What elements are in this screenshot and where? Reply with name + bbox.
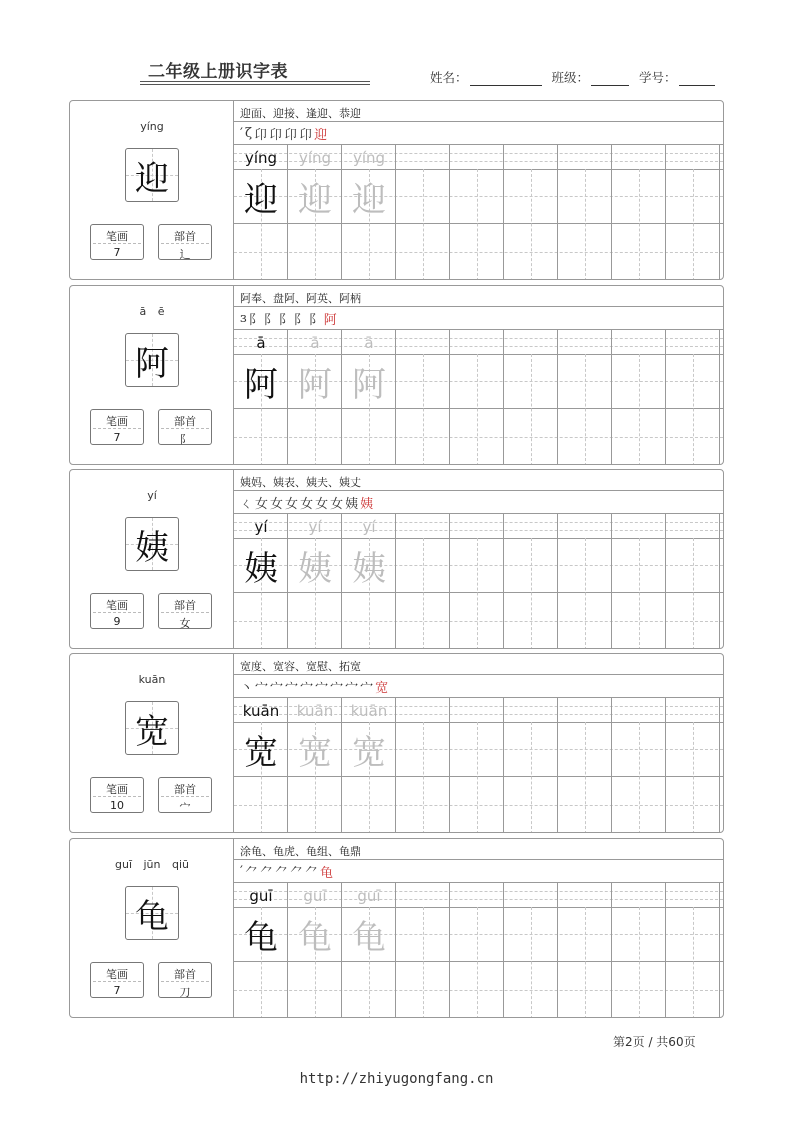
writing-grid xyxy=(234,330,723,465)
radical-value: 辶 xyxy=(179,248,191,261)
practice-pinyin: kuān xyxy=(350,702,388,720)
main-character: 龟 xyxy=(135,896,169,937)
practice-pinyin: yíng xyxy=(298,149,332,167)
stroke-step: ㄑ xyxy=(240,496,256,512)
stroke-step: 宀 xyxy=(345,680,361,696)
character-card xyxy=(69,653,724,833)
stroke-count-label: 笔画 xyxy=(106,599,128,612)
stroke-step: 阝 xyxy=(263,312,279,328)
stroke-step: 卬 xyxy=(254,127,270,143)
stroke-step: 宀 xyxy=(270,680,286,696)
stroke-step: 阝 xyxy=(308,312,324,328)
character-box xyxy=(125,333,179,387)
stroke-step: ⺈ xyxy=(259,865,275,881)
practice-pinyin: kuān xyxy=(296,702,334,720)
stroke-count-value: 7 xyxy=(113,246,121,259)
stroke-final: 宽 xyxy=(375,680,391,696)
stroke-count-label: 笔画 xyxy=(106,230,128,243)
practice-character: 阿 xyxy=(244,364,278,405)
stroke-order xyxy=(234,491,723,514)
practice-character: 龟 xyxy=(352,917,386,958)
card-info-panel xyxy=(70,839,234,1017)
character-box xyxy=(125,517,179,571)
character-card xyxy=(69,100,724,280)
main-character: 宽 xyxy=(135,711,169,752)
stroke-step: 宀 xyxy=(315,680,331,696)
stroke-order xyxy=(234,860,723,883)
radical-box xyxy=(158,224,212,260)
card-info-panel xyxy=(70,654,234,832)
radical-label: 部首 xyxy=(174,968,196,981)
name-label: 姓名： xyxy=(430,70,468,85)
stroke-count-box xyxy=(90,777,144,813)
radical-value: 女 xyxy=(179,617,191,630)
stroke-step: 阝 xyxy=(248,312,264,328)
stroke-count-box xyxy=(90,962,144,998)
practice-area xyxy=(234,654,723,832)
practice-character: 龟 xyxy=(244,917,278,958)
practice-pinyin: guī xyxy=(357,887,381,905)
stroke-step: ′ xyxy=(240,863,245,879)
practice-character: 阿 xyxy=(352,364,386,405)
stroke-step: 丶 xyxy=(240,680,256,696)
pinyin-label: kuān xyxy=(138,673,166,686)
site-url: http://zhiyugongfang.cn xyxy=(299,1071,494,1087)
practice-character: 姨 xyxy=(244,548,278,589)
practice-pinyin: ā xyxy=(364,334,374,352)
stroke-step: 卬 xyxy=(284,127,300,143)
example-words: 宽度、宽容、宽慰、拓宽 xyxy=(234,654,723,675)
stroke-step: ζ xyxy=(244,125,254,141)
stroke-step: 女 xyxy=(270,496,286,512)
stroke-final: 龟 xyxy=(320,865,336,881)
stroke-count-label: 笔画 xyxy=(106,415,128,428)
stroke-count-box xyxy=(90,224,144,260)
stroke-step: ɜ xyxy=(240,310,249,326)
practice-pinyin: guī xyxy=(249,887,273,905)
stroke-final: 迎 xyxy=(314,127,330,143)
character-box xyxy=(125,148,179,202)
pinyin-label: yí xyxy=(147,489,157,502)
stroke-step: 宀 xyxy=(285,680,301,696)
practice-character: 迎 xyxy=(244,179,278,220)
practice-pinyin: ā xyxy=(256,334,266,352)
stroke-step: ⺈ xyxy=(274,865,290,881)
stroke-final: 阿 xyxy=(323,312,339,328)
practice-character: 宽 xyxy=(298,732,332,773)
stroke-count-value: 9 xyxy=(113,615,121,628)
stroke-final: 姨 xyxy=(360,496,376,512)
practice-area xyxy=(234,470,723,648)
character-card xyxy=(69,285,724,465)
stroke-step: 宀 xyxy=(360,680,376,696)
practice-character: 迎 xyxy=(298,179,332,220)
stroke-count-value: 10 xyxy=(110,799,124,812)
stroke-step: 女 xyxy=(255,496,271,512)
writing-grid xyxy=(234,883,723,1018)
stroke-step: 女 xyxy=(315,496,331,512)
radical-value: 刀 xyxy=(179,986,191,999)
practice-character: 姨 xyxy=(352,548,386,589)
practice-pinyin: ā xyxy=(310,334,320,352)
practice-pinyin: yíng xyxy=(244,149,278,167)
stroke-step: 宀 xyxy=(255,680,271,696)
stroke-order xyxy=(234,675,723,698)
practice-character: 宽 xyxy=(352,732,386,773)
writing-grid xyxy=(234,514,723,649)
stroke-order xyxy=(234,122,723,145)
number-label: 学号： xyxy=(639,70,677,85)
practice-character: 迎 xyxy=(352,179,386,220)
practice-pinyin: yí xyxy=(254,518,268,536)
practice-area xyxy=(234,839,723,1017)
practice-pinyin: guī xyxy=(303,887,327,905)
main-character: 阿 xyxy=(135,343,169,384)
name-blank[interactable] xyxy=(470,72,542,86)
stroke-step: 姨 xyxy=(345,496,361,512)
card-info-panel xyxy=(70,286,234,464)
pinyin-label: guī jūn qiū xyxy=(114,858,189,871)
radical-label: 部首 xyxy=(174,783,196,796)
example-words: 阿奉、盘阿、阿英、阿柄 xyxy=(234,286,723,307)
practice-pinyin: yíng xyxy=(352,149,386,167)
page-number: 第2页 / 共60页 xyxy=(613,1035,696,1049)
student-info-fields xyxy=(430,68,725,86)
number-field[interactable] xyxy=(639,68,715,86)
stroke-step: 卬 xyxy=(299,127,315,143)
stroke-step: ⺈ xyxy=(290,865,306,881)
practice-pinyin: yí xyxy=(308,518,322,536)
radical-box xyxy=(158,962,212,998)
page-title: 二年级上册识字表 xyxy=(148,62,288,82)
stroke-count-value: 7 xyxy=(113,984,121,997)
card-info-panel xyxy=(70,101,234,279)
stroke-step: 女 xyxy=(300,496,316,512)
stroke-step: 阝 xyxy=(293,312,309,328)
stroke-step: 女 xyxy=(330,496,346,512)
class-label: 班级： xyxy=(551,70,590,85)
title-underline xyxy=(140,81,370,82)
character-box xyxy=(125,886,179,940)
practice-character: 姨 xyxy=(298,548,332,589)
practice-character: 阿 xyxy=(298,364,332,405)
number-blank[interactable] xyxy=(679,72,715,86)
practice-pinyin: kuān xyxy=(242,702,280,720)
radical-label: 部首 xyxy=(174,415,196,428)
radical-label: 部首 xyxy=(174,599,196,612)
class-blank[interactable] xyxy=(591,72,629,86)
radical-box xyxy=(158,409,212,445)
main-character: 迎 xyxy=(135,158,169,199)
class-field[interactable] xyxy=(552,68,630,86)
writing-grid xyxy=(234,145,723,280)
stroke-step: ⺈ xyxy=(305,865,321,881)
practice-area xyxy=(234,286,723,464)
stroke-count-box xyxy=(90,409,144,445)
practice-pinyin: yí xyxy=(362,518,376,536)
example-words: 迎面、迎接、逢迎、恭迎 xyxy=(234,101,723,122)
stroke-step: ′ xyxy=(240,125,245,141)
pinyin-label: yíng xyxy=(140,120,164,133)
title-underline-2 xyxy=(140,84,370,85)
radical-value: 阝 xyxy=(179,433,191,446)
character-box xyxy=(125,701,179,755)
stroke-step: 女 xyxy=(285,496,301,512)
radical-label: 部首 xyxy=(174,230,196,243)
stroke-step: 宀 xyxy=(330,680,346,696)
stroke-order xyxy=(234,307,723,330)
pinyin-label: ā ē xyxy=(139,305,165,318)
practice-character: 宽 xyxy=(244,732,278,773)
stroke-step: 卬 xyxy=(269,127,285,143)
name-field[interactable] xyxy=(430,68,542,86)
main-character: 姨 xyxy=(135,527,169,568)
stroke-step: 阝 xyxy=(278,312,294,328)
radical-value: 宀 xyxy=(179,801,191,814)
example-words: 姨妈、姨表、姨夫、姨丈 xyxy=(234,470,723,491)
stroke-count-label: 笔画 xyxy=(106,783,128,796)
writing-grid xyxy=(234,698,723,833)
stroke-step: ⺈ xyxy=(244,865,260,881)
practice-area xyxy=(234,101,723,279)
example-words: 涂龟、龟虎、龟组、龟鼎 xyxy=(234,839,723,860)
stroke-count-label: 笔画 xyxy=(106,968,128,981)
practice-character: 龟 xyxy=(298,917,332,958)
character-card xyxy=(69,469,724,649)
character-card xyxy=(69,838,724,1018)
radical-box xyxy=(158,593,212,629)
stroke-count-box xyxy=(90,593,144,629)
stroke-step: 宀 xyxy=(300,680,316,696)
card-info-panel xyxy=(70,470,234,648)
radical-box xyxy=(158,777,212,813)
stroke-count-value: 7 xyxy=(113,431,121,444)
